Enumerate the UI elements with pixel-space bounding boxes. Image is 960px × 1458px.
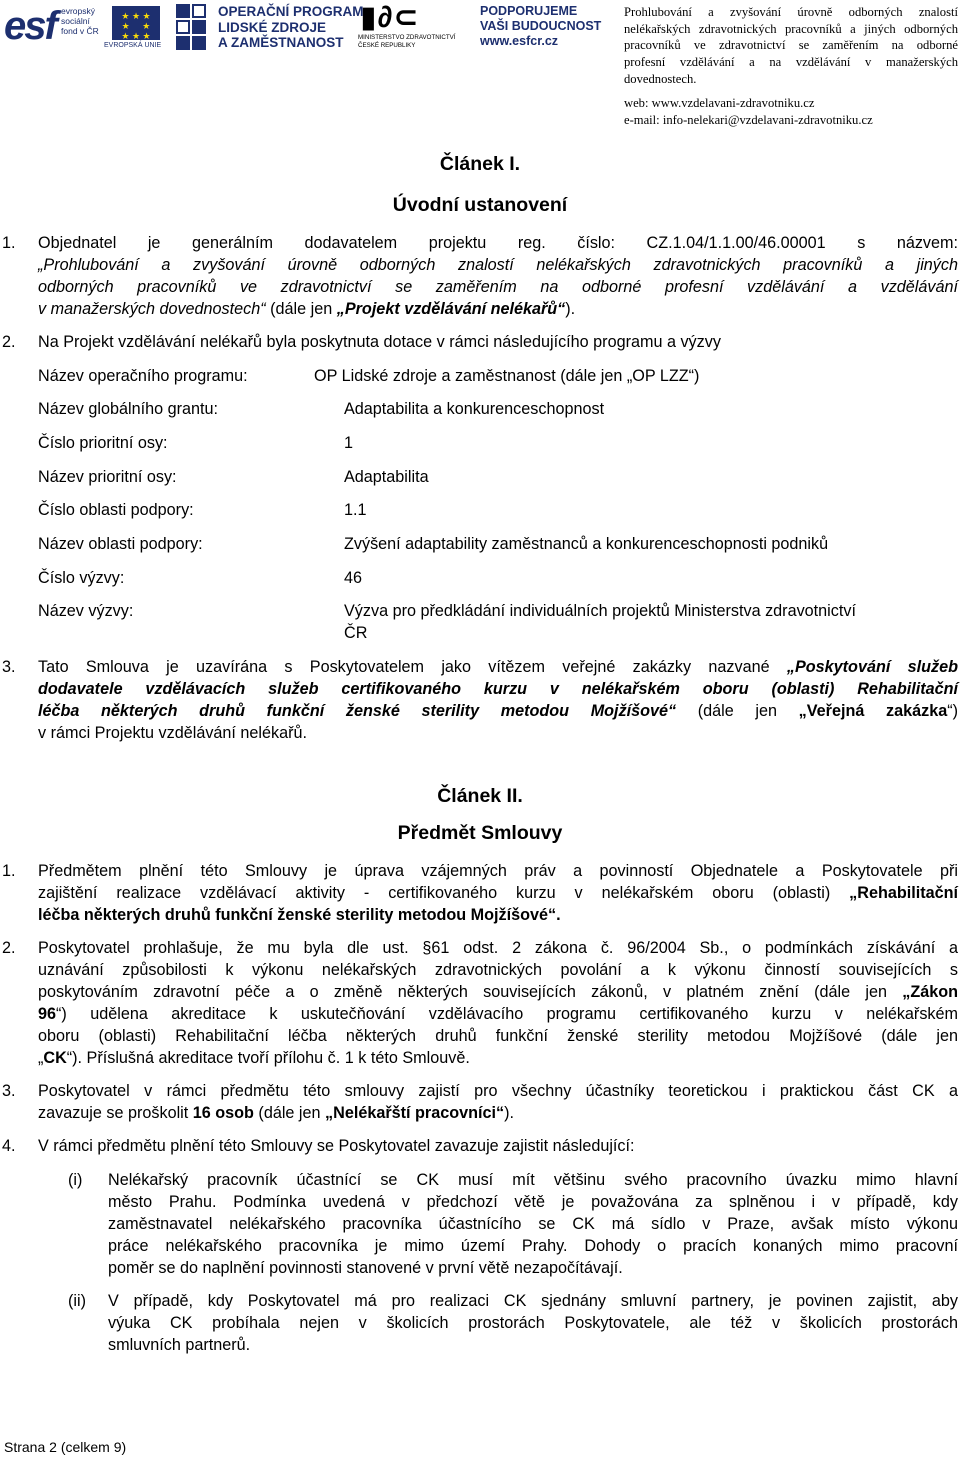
article-1-paragraph-2-intro: Na Projekt vzdělávání nelékařů byla poskytnuta dotace v rámci následujícího programu a výzvy [38,333,721,351]
article-2-subtitle: Předmět Smlouvy [397,822,563,844]
esf-logo-mark: esf [4,4,56,48]
email-link[interactable]: e-mail: info-nelekari@vzdelavani-zdravotniku.cz [624,112,873,127]
eu-label: EVROPSKÁ UNIE [104,42,162,49]
op-lzz-squares-icon [176,4,214,50]
op-lzz-text: OPERAČNÍ PROGRAM LIDSKÉ ZDROJE A ZAMĚSTNANOST [218,4,364,50]
article-2-subitem-i: Nelékařský pracovník účastnící se CK musí mít většinu svého pracovního úvazku mimo hlavní město Prahu. Podmínka uvedená v předchozí větě je považována za splněnou i v případě, kdy zaměstnavatel nelékařského pracovníka účastnícího se CK má sídlo v Praze, avšak místo výkonu práce nelékařského pracovníka je mimo území Prahy. Dohody o pracích konaných mimo pracovní poměr se do naplnění povinnosti stanovené v první větě nezapočítávají. [108,1171,958,1277]
table-row: Název prioritní osy: Adaptabilita [38,468,429,486]
web-link[interactable]: web: www.vzdelavani-zdravotniku.cz [624,96,815,110]
subitem-number: (ii) [68,1292,86,1310]
op-lzz-logo [176,2,364,54]
paragraph-number: 4. [2,1137,16,1155]
subitem-number: (i) [68,1171,83,1189]
ministry-logo [356,2,468,52]
contact-info [624,95,873,128]
page-header [0,0,960,130]
esf-logo [4,2,170,50]
article-1-title: Článek I. [439,153,521,175]
page-footer: Strana 2 (celkem 9) [4,1439,127,1455]
eu-flag-icon: ★ ★ ★ ★ ★ ★ ★ ★ [112,6,160,40]
table-row: Číslo výzvy: 46 [38,569,363,587]
table-row: Číslo oblasti podpory: 1.1 [38,501,367,519]
esf-logo-text: evropský sociální fond v ČR [61,6,99,36]
paragraph-number: 1. [2,234,16,252]
table-row: Název globálního grantu: Adaptabilita a konkurenceschopnost [38,400,605,418]
project-description: Prohlubování a zvyšování úrovně odborných znalostí nelékařských zdravotnických pracovníků a jiných odborných pracovníků ve zdravotnictví se zaměřením na odborné profesní vzdělávání a na vzdělávání v manažerských dovednostech. [624,5,958,86]
table-row: Číslo prioritní osy: 1 [38,434,354,452]
paragraph-number: 1. [2,862,16,880]
table-row: Název oblasti podpory: Zvýšení adaptability zaměstnanců a konkurenceschopnosti podniků [38,535,829,553]
article-2-title: Článek II. [437,785,523,807]
paragraph-number: 3. [2,1082,16,1100]
paragraph-number: 2. [2,939,16,957]
support-logo: PODPORUJEME VAŠI BUDOUCNOST www.esfcr.cz [480,4,602,48]
paragraph-number: 2. [2,333,16,351]
article-2-paragraph-2: Poskytovatel prohlašuje, že mu byla dle ust. §61 odst. 2 zákona č. 96/2004 Sb., o podmínkách získávání a uznávání způsobilosti k výkonu nelékařských zdravotnických povolání a k výkonu činností souvisejících s poskytováním zdravotní péče a o změně některých souvisejících zákonů, v platném znění (dále jen „Zákon 96“) udělena akreditace k uskutečňování vzdělávacího programu certifikovaného kurzu v nelékařském oboru (oblasti) Rehabilitační léčba některých druhů funkční ženské sterility metodou Mojžíšové (dále jen „CK“). Příslušná akreditace tvoří přílohu č. 1 k této Smlouvě. [38,939,959,1067]
table-row: Název operačního programu: OP Lidské zdroje a zaměstnanost (dále jen „OP LZZ“) [38,367,700,385]
article-1-paragraph-3: Tato Smlouva je uzavírána s Poskytovatelem jako vítězem veřejné zakázky nazvané „Poskytování služeb dodavatele vzdělávacích služeb certifikovaného kurzu v nelékařském oboru (oblasti) Rehabilitační léčba některých druhů funkční ženské sterility metodou Mojžíšové“ (dále jen „Veřejná zakázka“) v rámci Projektu vzdělávání nelékařů. [38,658,958,742]
article-1-subtitle: Úvodní ustanovení [392,194,568,216]
ministry-logo-mark: ▮∂⊂ [360,1,420,34]
paragraph-number: 3. [2,658,16,676]
article-2-subitem-ii: V případě, kdy Poskytovatel má pro realizaci CK sjednány smluvní partnery, je povinen zajistit, aby výuka CK probíhala nejen v školicích prostorách Poskytovatele, ale též v školicích prostorách smluvních partnerů. [108,1292,958,1354]
ministry-logo-text: MINISTERSTVO ZDRAVOTNICTVÍ ČESKÉ REPUBLIKY [358,34,456,49]
article-2-paragraph-1: Předmětem plnění této Smlouvy je úprava vzájemných práv a povinností Objednatele a Poskytovatele při zajištění realizace vzdělávací aktivity - certifikovaného kurzu v nelékařském oboru (oblasti) „Rehabilitační léčba některých druhů funkční ženské sterility metodou Mojžíšové“. [38,862,958,924]
table-row: Název výzvy: Výzva pro předkládání individuálních projektů Ministerstva zdravotnictví ČR [38,602,856,642]
article-2-paragraph-4-intro: V rámci předmětu plnění této Smlouvy se Poskytovatel zavazuje zajistit následující: [38,1137,635,1155]
article-1-paragraph-1: Objednatel je generálním dodavatelem projektu reg. číslo: CZ.1.04/1.1.00/46.00001 s názvem: „Prohlubování a zvyšování úrovně odborných znalostí nelékařských zdravotnických pracovníků a jiných odborných pracovníků ve zdravotnictví se zaměřením na odborné profesní vzdělávání a vzdělávání v manažerských dovednostech“ (dále jen „Projekt vzdělávání nelékařů“). [38,234,958,318]
article-2-paragraph-3: Poskytovatel v rámci předmětu této smlouvy zajistí pro všechny účastníky teoretickou i praktickou část CK a zavazuje se proškolit 16 osob (dále jen „Nelékařští pracovníci“). [38,1082,958,1122]
